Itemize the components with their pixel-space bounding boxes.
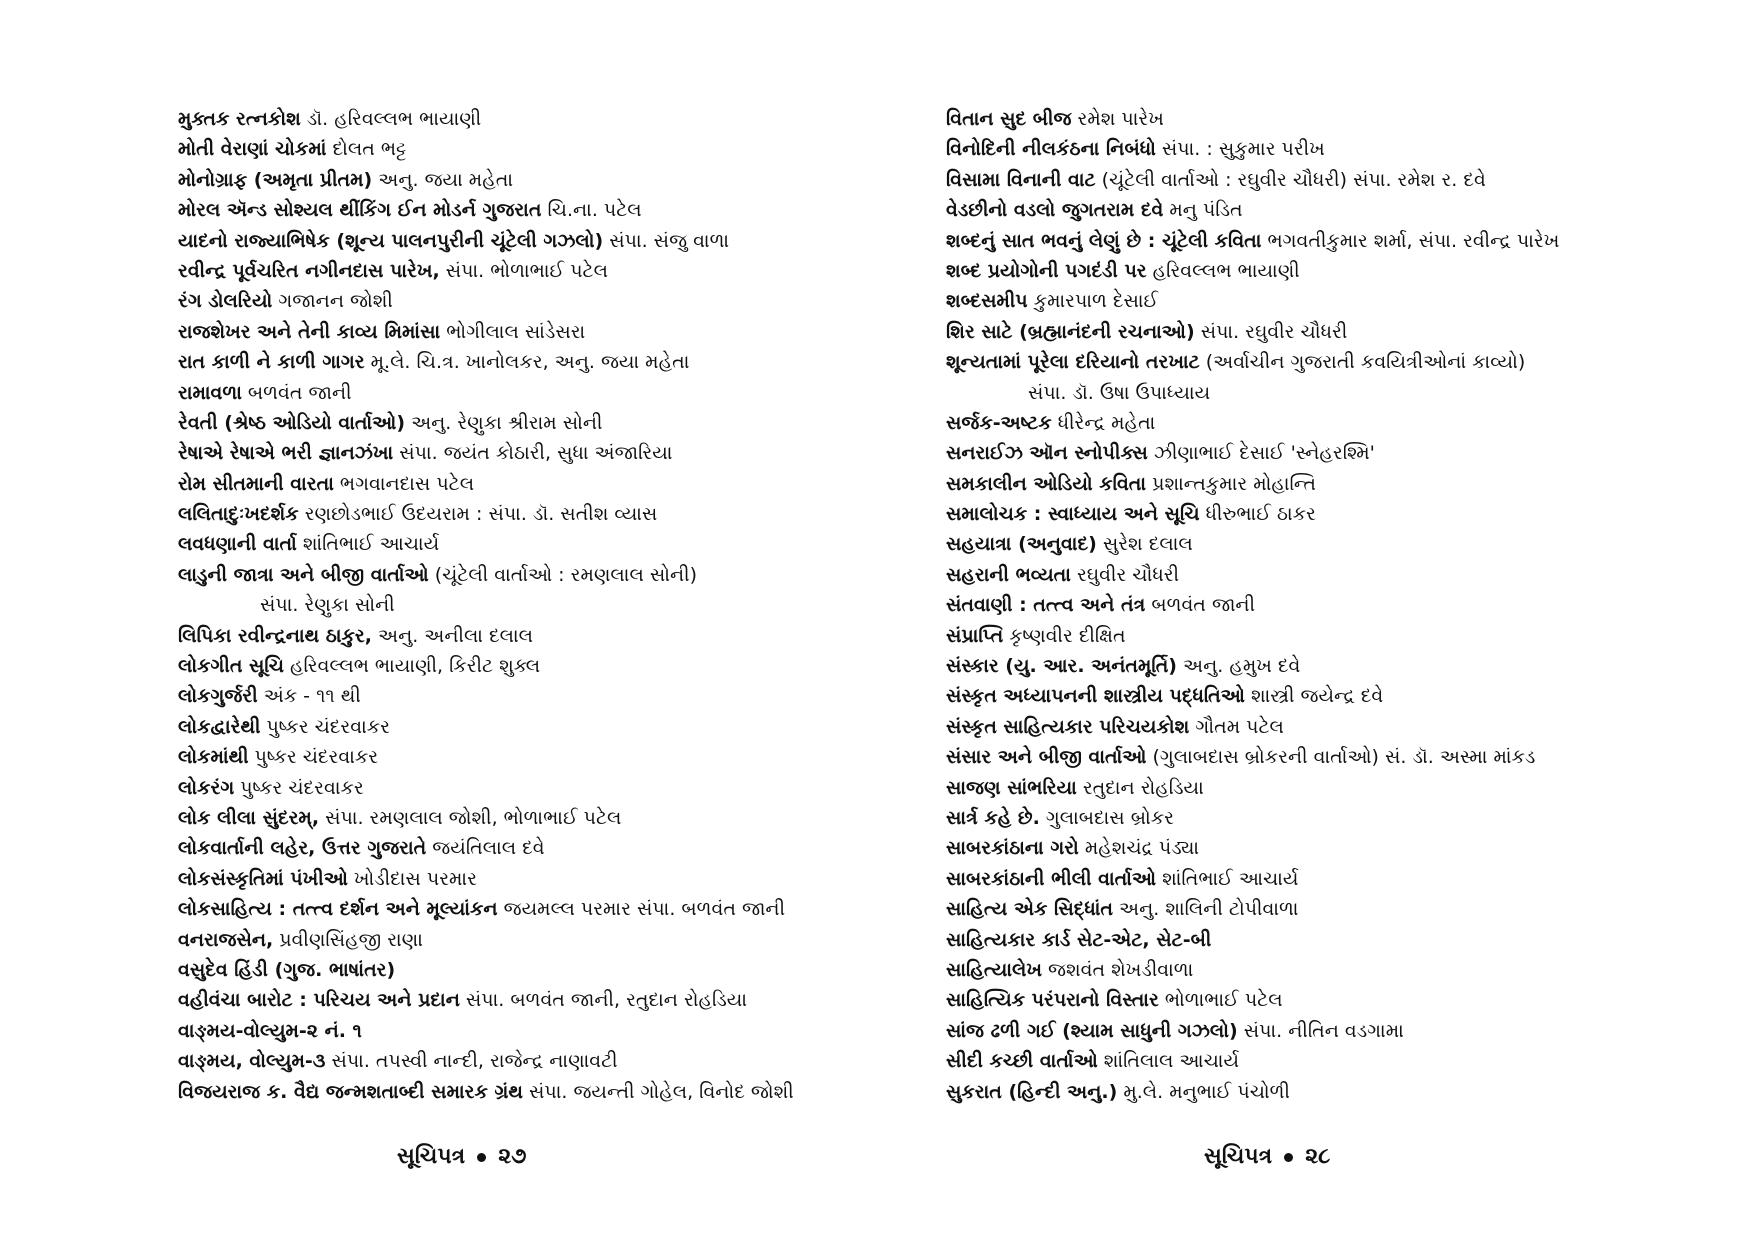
entry-detail: શાંતિભાઈ આચાર્ય bbox=[1162, 867, 1299, 890]
entry-title: વાઙ્મય, વોલ્યુમ-૩ bbox=[178, 1050, 326, 1073]
entry-title: વસુદેવ હિંડી (ગુજ. ભાષાંતર) bbox=[178, 958, 396, 981]
entry-title: લોકગુર્જરી bbox=[178, 685, 258, 708]
entry-title: મોરલ ઍન્ડ સોશ્યલ થીંકિંગ ઈન મોડર્ન ગુજરાત bbox=[178, 199, 542, 222]
catalog-entry bbox=[946, 985, 1736, 1015]
catalog-entry bbox=[178, 590, 878, 620]
entry-title: સંસ્કૃત અધ્યાપનની શાસ્ત્રીય પદ્ધતિઓ bbox=[946, 685, 1245, 708]
page-number: ૨૮ bbox=[1305, 1144, 1331, 1169]
entry-title: લલિતાદુઃખદર્શક bbox=[178, 503, 299, 526]
entry-title: સંસાર અને બીજી વાર્તાઓ bbox=[946, 746, 1147, 769]
entry-title: સાબરકાંઠાની ભીલી વાર્તાઓ bbox=[946, 867, 1157, 890]
catalog-entry bbox=[178, 1077, 878, 1107]
entry-detail: રમેશ પારેખ bbox=[1077, 108, 1164, 130]
entry-title: શૂન્યતામાં પૂરેલા દરિયાનો તરખાટ bbox=[946, 351, 1200, 374]
entry-title: શબ્દ પ્રયોગોની પગદંડી પર bbox=[946, 259, 1147, 282]
entry-detail: (ગુલાબદાસ બ્રોકરની વાર્તાઓ) સં. ડૉ. અસ્મા માંકડ bbox=[1152, 746, 1536, 769]
catalog-entry bbox=[946, 317, 1736, 347]
entry-title: મોતી વેરાણાં ચોકમાં bbox=[178, 138, 327, 161]
entry-title: શબ્દસમીપ bbox=[946, 290, 1028, 313]
catalog-entry bbox=[178, 438, 878, 468]
catalog-entry bbox=[178, 317, 878, 347]
entry-detail: સંપા. સંજુ વાળા bbox=[609, 229, 730, 252]
entry-detail: અંક - ૧૧ થી bbox=[263, 685, 361, 708]
entry-detail: (ચૂંટેલી વાર્તાઓ : રઘુવીર ચૌધરી) સંપા. રમેશ ર. દવે bbox=[1101, 168, 1486, 191]
catalog-entry bbox=[946, 529, 1736, 559]
catalog-entry bbox=[946, 955, 1736, 985]
entry-title: સંપ્રાપ્તિ bbox=[946, 624, 1004, 647]
catalog-entry bbox=[178, 1016, 878, 1046]
catalog-entry bbox=[946, 378, 1736, 408]
entry-title: સનરાઈઝ ઑન સ્નોપીક્સ bbox=[946, 442, 1148, 465]
entry-title: યાદનો રાજ્યાભિષેક (શૂન્ય પાલનપુરીની ચૂંટેલી ગઝલો) bbox=[178, 229, 604, 252]
catalog-entry bbox=[946, 165, 1736, 195]
catalog-entry bbox=[946, 621, 1736, 651]
entry-detail: પુષ્કર ચંદરવાકર bbox=[240, 776, 364, 799]
entry-title: લોકદ્વારેથી bbox=[178, 715, 261, 738]
entry-detail: અનુ. અનીલા દલાલ bbox=[378, 624, 534, 647]
catalog-entry bbox=[946, 1016, 1736, 1046]
entry-title: વહીવંચા બારોટ : પરિચય અને પ્રદાન bbox=[178, 989, 460, 1012]
entry-detail: સંપા. જયંત કોઠારી, સુધા અંજારિયા bbox=[399, 442, 673, 465]
entry-title: સુકરાત (હિન્દી અનુ.) bbox=[946, 1080, 1118, 1103]
entry-detail: શાંતિલાલ આચાર્ય bbox=[1103, 1050, 1239, 1073]
entry-detail: ડૉ. હરિવલ્લભ ભાયાણી bbox=[306, 108, 482, 130]
catalog-entry bbox=[178, 712, 878, 742]
entry-detail: હરિવલ્લભ ભાયાણી bbox=[1152, 259, 1300, 282]
entry-title: સંતવાણી : તત્ત્વ અને તંત્ર bbox=[946, 594, 1146, 617]
entry-title: રામાવળા bbox=[178, 381, 242, 404]
entry-title: લોકસંસ્કૃતિમાં પંખીઓ bbox=[178, 867, 348, 890]
entry-title: સાર્ત્ર કહે છે. bbox=[946, 806, 1040, 829]
catalog-entry bbox=[178, 621, 878, 651]
entry-detail: શાસ્ત્રી જયેન્દ્ર દવે bbox=[1250, 685, 1384, 708]
left-page-footer bbox=[397, 1144, 526, 1169]
entry-title: શિર સાટે (બ્રહ્માનંદની રચનાઓ) bbox=[946, 320, 1195, 343]
entry-title: લોકરંગ bbox=[178, 776, 235, 799]
entry-detail: પ્રવીણસિંહજી રાણા bbox=[279, 928, 423, 951]
catalog-entry bbox=[178, 925, 878, 955]
entry-detail: મહેશચંદ્ર પંડ્યા bbox=[1084, 837, 1200, 860]
entry-detail: રણછોડભાઈ ઉદયરામ : સંપા. ડૉ. સતીશ વ્યાસ bbox=[304, 503, 658, 526]
entry-detail: સંપા. રમણલાલ જોશી, ભોળાભાઈ પટેલ bbox=[325, 806, 622, 829]
entry-title: વાઙ્મય-વોલ્યુમ-૨ નં. ૧ bbox=[178, 1019, 362, 1042]
catalog-entry bbox=[178, 833, 878, 863]
entry-title: સાહિત્ય એક સિદ્ધાંત bbox=[946, 898, 1113, 921]
entry-title: સાહિત્યાલેખ bbox=[946, 958, 1042, 981]
entry-title: વિતાન સુદ બીજ bbox=[946, 108, 1072, 130]
catalog-entry bbox=[178, 256, 878, 286]
catalog-entry bbox=[946, 438, 1736, 468]
entry-title: સાહિત્યકાર કાર્ડ સેટ-એટ, સેટ-બી bbox=[946, 928, 1212, 951]
catalog-entry bbox=[946, 681, 1736, 711]
entry-title: રંગ ડોલરિયો bbox=[178, 290, 273, 313]
entry-detail: ગુલાબદાસ બ્રોકર bbox=[1045, 806, 1174, 829]
entry-detail: ભોગીલાલ સાંડેસરા bbox=[446, 320, 586, 343]
catalog-entry bbox=[946, 803, 1736, 833]
catalog-entry bbox=[178, 742, 878, 772]
entry-detail: હરિવલ્લભ ભાયાણી, કિરીટ શુક્લ bbox=[289, 655, 541, 678]
footer-label: સૂચિપત્ર bbox=[1204, 1144, 1273, 1169]
catalog-entry bbox=[178, 347, 878, 377]
entry-title: સાજણ સાંભરિયા bbox=[946, 776, 1077, 799]
entry-detail: મુ.લે. મનુભાઈ પંચોળી bbox=[1123, 1080, 1290, 1103]
entry-title: રાજશેખર અને તેની કાવ્ય મિમાંસા bbox=[178, 320, 441, 343]
catalog-entry bbox=[178, 560, 878, 590]
left-page bbox=[178, 104, 878, 1107]
entry-detail: બળવંત જાની bbox=[1151, 594, 1256, 617]
catalog-entry bbox=[178, 226, 878, 256]
entry-detail: જશવંત શેખડીવાળા bbox=[1048, 958, 1194, 981]
catalog-entry bbox=[178, 955, 878, 985]
entry-title: લિપિકા રવીન્દ્રનાથ ઠાકુર, bbox=[178, 624, 372, 647]
catalog-entry bbox=[178, 1046, 878, 1076]
entry-detail: સંપા. : સુકુમાર પરીખ bbox=[1161, 138, 1325, 161]
entry-title: લોકવાર્તાની લહેર, ઉત્તર ગુજરાતે bbox=[178, 837, 427, 860]
entry-title: લોકસાહિત્ય : તત્ત્વ દર્શન અને મૂલ્યાંકન bbox=[178, 898, 498, 921]
entry-title: મુક્તક રત્નકોશ bbox=[178, 108, 301, 130]
catalog-entry bbox=[178, 104, 878, 134]
entry-title: રેવતી (શ્રેષ્ઠ ઓડિયો વાર્તાઓ) bbox=[178, 411, 406, 434]
entry-detail: સંપા. રેણુકા સોની bbox=[260, 594, 395, 617]
catalog-entry bbox=[178, 651, 878, 681]
catalog-entry bbox=[946, 1046, 1736, 1076]
entry-detail: અનુ. રેણુકા શ્રીરામ સોની bbox=[411, 411, 603, 434]
entry-title: રોમ સીતમાની વારતા bbox=[178, 472, 334, 495]
entry-title: સમકાલીન ઓડિયો કવિતા bbox=[946, 472, 1147, 495]
entry-detail: (ચૂંટેલી વાર્તાઓ : રમણલાલ સોની) bbox=[434, 563, 697, 586]
entry-title: લોકગીત સૂચિ bbox=[178, 655, 284, 678]
entry-detail: ધીરેન્દ્ર મહેતા bbox=[1057, 411, 1156, 434]
entry-title: વનરાજસેન, bbox=[178, 928, 274, 951]
catalog-entry bbox=[946, 256, 1736, 286]
catalog-entry bbox=[946, 499, 1736, 529]
entry-detail: રઘુવીર ચૌધરી bbox=[1076, 563, 1180, 586]
catalog-entry bbox=[178, 985, 878, 1015]
catalog-entry bbox=[178, 378, 878, 408]
entry-detail: મનુ પંડિત bbox=[1169, 199, 1243, 222]
entry-detail: સંપા. નીતિન વડગામા bbox=[1243, 1019, 1404, 1042]
catalog-entry bbox=[178, 408, 878, 438]
entry-title: વિનોદિની નીલકંઠના નિબંધો bbox=[946, 138, 1156, 161]
entry-detail: દોલત ભટ્ટ bbox=[332, 138, 407, 161]
entry-title: શબ્દનું સાત ભવનું લેણું છે : ચૂંટેલી કવિતા bbox=[946, 229, 1262, 252]
entry-title: સહયાત્રા (અનુવાદ) bbox=[946, 533, 1097, 556]
right-page bbox=[946, 104, 1736, 1107]
entry-detail: અનુ. હમુખ દવે bbox=[1183, 655, 1301, 678]
catalog-entry bbox=[178, 864, 878, 894]
catalog-entry bbox=[946, 590, 1736, 620]
entry-detail: સંપા. તપસ્વી નાન્દી, રાજેન્દ્ર નાણાવટી bbox=[331, 1050, 618, 1073]
catalog-entry bbox=[946, 347, 1736, 377]
entry-detail: ભગવતીકુમાર શર્મા, સંપા. રવીન્દ્ર પારેખ bbox=[1267, 229, 1560, 252]
left-entry-list bbox=[178, 104, 878, 1107]
entry-title: સંસ્કાર (યુ. આર. અનંતમૂર્તિ) bbox=[946, 655, 1177, 678]
entry-title: વેડછીનો વડલો જુગતરામ દવે bbox=[946, 199, 1164, 222]
entry-detail: ગૌતમ પટેલ bbox=[1195, 715, 1284, 738]
entry-detail: શાંતિભાઈ આચાર્ય bbox=[302, 533, 440, 556]
catalog-entry bbox=[178, 286, 878, 316]
catalog-entry bbox=[178, 165, 878, 195]
catalog-entry bbox=[178, 499, 878, 529]
entry-detail: ગજાનન જોશી bbox=[278, 290, 393, 313]
entry-title: રેષાએ રેષાએ ભરી જ્ઞાનઝંખા bbox=[178, 442, 394, 465]
entry-title: લોક લીલા સુંદરમ્, bbox=[178, 806, 320, 829]
catalog-entry bbox=[946, 104, 1736, 134]
entry-detail: ધીરુભાઈ ઠાકર bbox=[1205, 503, 1316, 526]
entry-title: સર્જક-અષ્ટક bbox=[946, 411, 1052, 434]
catalog-entry bbox=[178, 894, 878, 924]
catalog-entry bbox=[946, 894, 1736, 924]
catalog-entry bbox=[946, 1077, 1736, 1107]
bullet-icon bbox=[1284, 1153, 1293, 1162]
catalog-entry bbox=[178, 773, 878, 803]
entry-title: સીદી કચ્છી વાર્તાઓ bbox=[946, 1050, 1098, 1073]
entry-detail: જયમલ્લ પરમાર સંપા. બળવંત જાની bbox=[503, 898, 786, 921]
entry-title: લાડુની જાત્રા અને બીજી વાર્તાઓ bbox=[178, 563, 429, 586]
entry-detail: મૂ.લે. ચિ.ત્ર. ખાનોલકર, અનુ. જયા મહેતા bbox=[370, 351, 690, 374]
catalog-entry bbox=[178, 681, 878, 711]
catalog-entry bbox=[946, 469, 1736, 499]
entry-detail: કુમારપાળ દેસાઈ bbox=[1033, 290, 1159, 313]
catalog-entry bbox=[946, 925, 1736, 955]
entry-detail: અનુ. શાલિની ટોપીવાળા bbox=[1119, 898, 1299, 921]
entry-detail: બળવંત જાની bbox=[247, 381, 352, 404]
page-number: ૨૭ bbox=[498, 1144, 527, 1169]
entry-title: સંસ્કૃત સાહિત્યકાર પરિચયકોશ bbox=[946, 715, 1190, 738]
catalog-entry bbox=[178, 469, 878, 499]
entry-detail: સંપા. ભોળાભાઈ પટેલ bbox=[445, 259, 608, 282]
entry-title: સાહિત્યિક પરંપરાનો વિસ્તાર bbox=[946, 989, 1159, 1012]
entry-detail: ભોળાભાઈ પટેલ bbox=[1164, 989, 1283, 1012]
right-entry-list bbox=[946, 104, 1736, 1107]
catalog-entry bbox=[946, 560, 1736, 590]
entry-detail: પુષ્કર ચંદરવાકર bbox=[266, 715, 390, 738]
entry-detail: ચિ.ના. પટેલ bbox=[547, 199, 642, 222]
catalog-entry bbox=[946, 651, 1736, 681]
catalog-entry bbox=[946, 286, 1736, 316]
entry-detail: પ્રશાન્તકુમાર મોહાન્તિ bbox=[1152, 472, 1316, 495]
catalog-entry bbox=[946, 773, 1736, 803]
entry-title: વિસામા વિનાની વાટ bbox=[946, 168, 1096, 191]
catalog-entry bbox=[946, 864, 1736, 894]
entry-detail: જયંતિલાલ દવે bbox=[432, 837, 545, 860]
footer-label: સૂચિપત્ર bbox=[397, 1144, 466, 1169]
entry-detail: અનુ. જયા મહેતા bbox=[378, 168, 513, 191]
entry-detail: સંપા. બળવંત જાની, રતુદાન રોહડિયા bbox=[465, 989, 747, 1012]
entry-title: સાંજ ઢળી ગઈ (શ્યામ સાધુની ગઝલો) bbox=[946, 1019, 1238, 1042]
catalog-entry bbox=[178, 195, 878, 225]
catalog-entry bbox=[946, 712, 1736, 742]
entry-detail: (અર્વાચીન ગુજરાતી કવયિત્રીઓનાં કાવ્યો) bbox=[1205, 351, 1526, 374]
catalog-entry bbox=[946, 226, 1736, 256]
entry-title: રાત કાળી ને કાળી ગાગર bbox=[178, 351, 365, 374]
catalog-entry bbox=[946, 833, 1736, 863]
entry-title: વિજયરાજ ક. વૈદ્ય જન્મશતાબ્દી સમારક ગ્રંથ bbox=[178, 1080, 523, 1103]
bullet-icon bbox=[477, 1153, 486, 1162]
entry-detail: સંપા. ડૉ. ઉષા ઉપાધ્યાય bbox=[1028, 381, 1211, 404]
entry-detail: ખોડીદાસ પરમાર bbox=[353, 867, 477, 890]
catalog-entry bbox=[178, 803, 878, 833]
entry-detail: સુરેશ દલાલ bbox=[1102, 533, 1193, 556]
entry-detail: કૃષ્ણવીર દીક્ષિત bbox=[1009, 624, 1126, 647]
entry-title: મોનોગ્રાફ (અમૃતા પ્રીતમ) bbox=[178, 168, 373, 191]
catalog-entry bbox=[946, 742, 1736, 772]
entry-title: લવધણાની વાર્તા bbox=[178, 533, 297, 556]
entry-detail: ઝીણાભાઈ દેસાઈ 'સ્નેહરશ્મિ' bbox=[1153, 442, 1375, 465]
catalog-entry bbox=[178, 134, 878, 164]
catalog-entry bbox=[946, 195, 1736, 225]
entry-detail: સંપા. જયન્તી ગોહેલ, વિનોદ જોશી bbox=[529, 1080, 794, 1103]
entry-detail: રતુદાન રોહડિયા bbox=[1082, 776, 1204, 799]
entry-title: રવીન્દ્ર પૂર્વચરિત નગીનદાસ પારેખ, bbox=[178, 259, 440, 282]
catalog-entry bbox=[946, 134, 1736, 164]
catalog-entry bbox=[178, 529, 878, 559]
entry-detail: સંપા. રઘુવીર ચૌધરી bbox=[1200, 320, 1348, 343]
entry-title: લોકમાંથી bbox=[178, 746, 249, 769]
entry-title: સમાલોચક : સ્વાધ્યાય અને સૂચિ bbox=[946, 503, 1200, 526]
entry-detail: ભગવાનદાસ પટેલ bbox=[339, 472, 475, 495]
entry-detail: પુષ્કર ચંદરવાકર bbox=[254, 746, 379, 769]
entry-title: સાબરકાંઠાના ગરો bbox=[946, 837, 1079, 860]
catalog-entry bbox=[946, 408, 1736, 438]
entry-title: સહરાની ભવ્યતા bbox=[946, 563, 1071, 586]
right-page-footer bbox=[1204, 1144, 1330, 1169]
